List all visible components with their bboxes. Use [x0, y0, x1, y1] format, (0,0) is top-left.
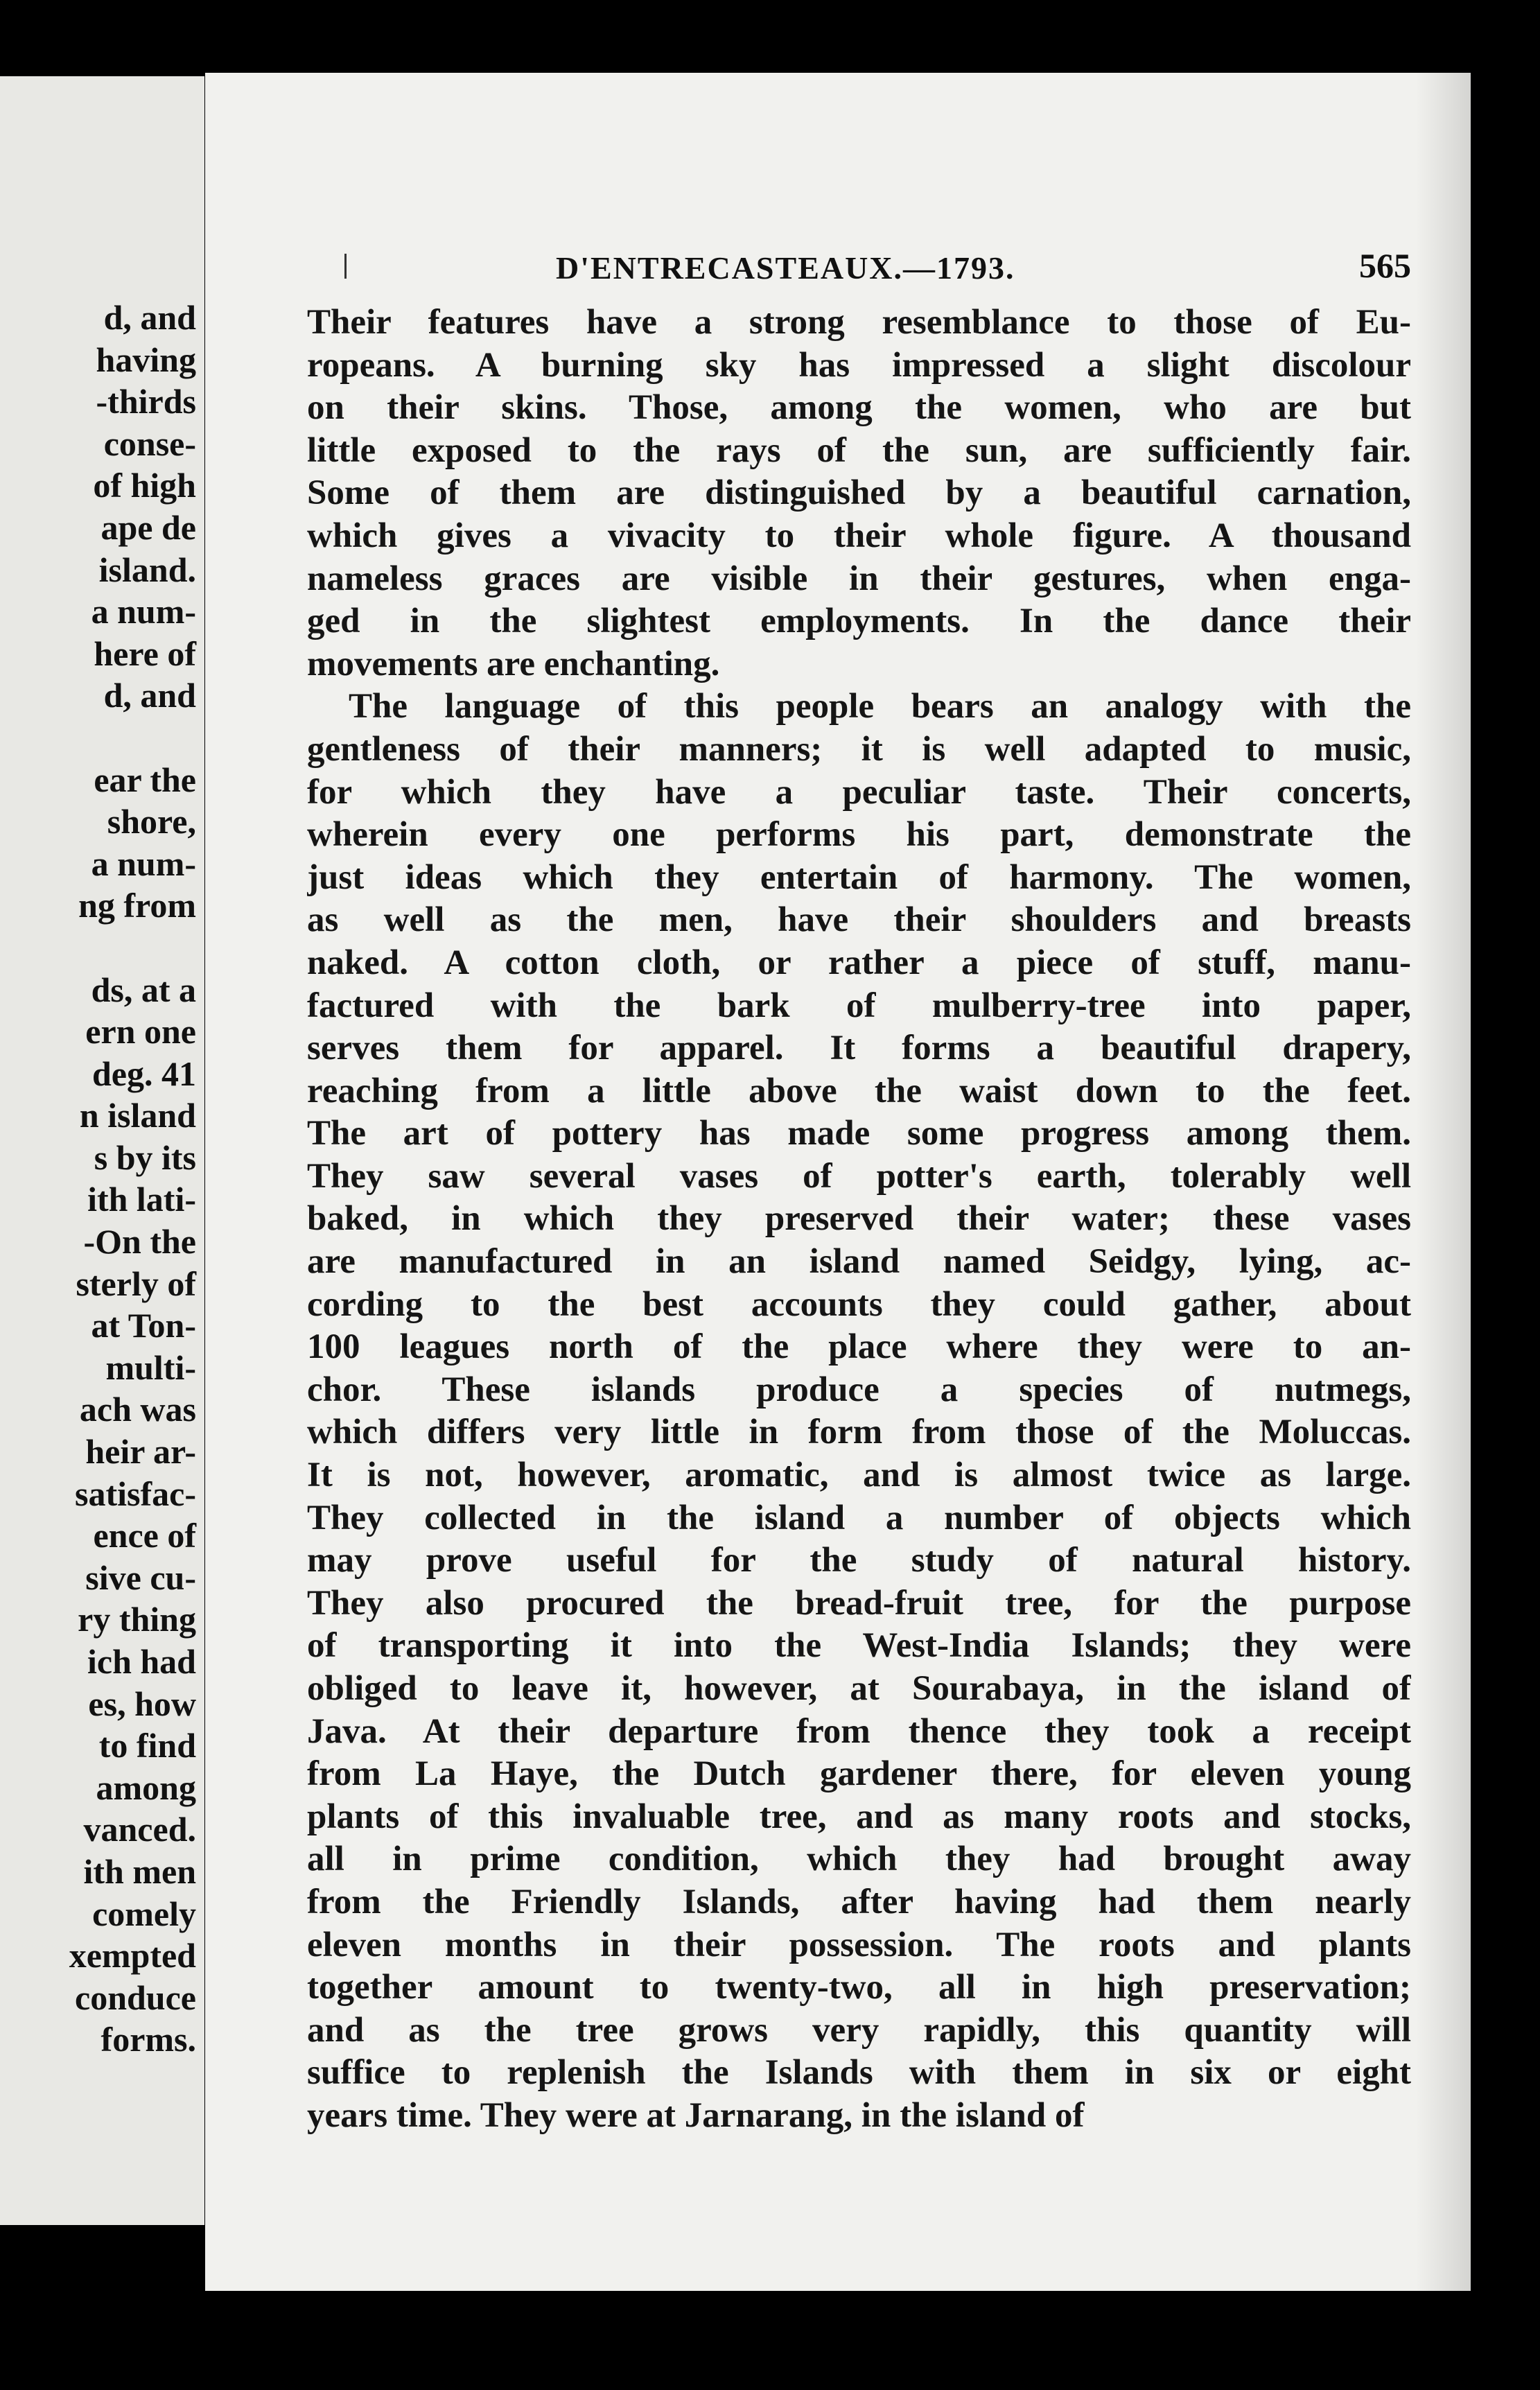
- left-page-text-fragments: [0, 297, 196, 2061]
- left-page-fragment-line: ry thing: [78, 1600, 196, 1639]
- text-line: It is not, however, aromatic, and is almost twice as large.: [307, 1456, 1411, 1495]
- left-page-fragment-line: forms.: [100, 2020, 196, 2059]
- left-page-fragment-line: at Ton-: [91, 1306, 196, 1345]
- left-page-fragment-line: comely: [92, 1894, 196, 1933]
- text-line: together amount to twenty-two, all in high preservation;: [307, 1968, 1411, 2007]
- left-page-fragment-line: sive cu-: [85, 1558, 196, 1597]
- text-line: years time. They were at Jarnarang, in the island of: [307, 2095, 1085, 2135]
- left-page-fragment-line: multi-: [105, 1347, 196, 1387]
- text-line: all in prime condition, which they had brought away: [307, 1840, 1411, 1879]
- text-line: ropeans. A burning sky has impressed a slight discolour: [307, 345, 1411, 385]
- left-page-fragment-line: here of: [94, 634, 196, 673]
- text-line: are manufactured in an island named Seidgy, lying, ac-: [307, 1242, 1411, 1282]
- left-page-fragment-line: of high: [93, 466, 196, 505]
- left-page-fragment-line: ds, at a: [91, 970, 196, 1009]
- text-line: from the Friendly Islands, after having had them nearly: [307, 1882, 1411, 1921]
- text-line: ged in the slightest employments. In the dance their: [307, 602, 1411, 641]
- left-page-fragment-line: to find: [98, 1726, 196, 1765]
- left-page-fragment-line: ear the: [94, 760, 196, 799]
- left-page-fragment-line: ich had: [87, 1642, 196, 1681]
- margin-tick-mark: [344, 254, 347, 279]
- left-page-fragment-line: -thirds: [96, 382, 196, 421]
- text-line: and as the tree grows very rapidly, this quantity will: [307, 2010, 1411, 2050]
- left-page-fragment-line: heir ar-: [85, 1432, 196, 1472]
- text-line: for which they have a peculiar taste. Their concerts,: [307, 772, 1411, 812]
- text-line: chor. These islands produce a species of nutmegs,: [307, 1370, 1411, 1409]
- left-page-fragment-line: d, and: [103, 298, 196, 337]
- page: [205, 73, 1471, 2291]
- text-line: just ideas which they entertain of harmony. The women,: [307, 857, 1411, 897]
- text-line: wherein every one performs his part, demonstrate the: [307, 815, 1411, 855]
- left-page-fragment-line: a num-: [91, 844, 196, 883]
- left-page-fragment-line: deg. 41: [92, 1054, 196, 1093]
- text-line: The art of pottery has made some progress among them.: [307, 1114, 1411, 1153]
- left-page-fragment-line: ape de: [100, 507, 196, 547]
- running-head: [307, 246, 1411, 305]
- text-line: may prove useful for the study of natural history.: [307, 1541, 1411, 1580]
- left-page-fragment-line: s by its: [94, 1137, 196, 1177]
- text-line: plants of this invaluable tree, and as many roots and stocks,: [307, 1797, 1411, 1836]
- left-page-fragment-line: ith lati-: [87, 1180, 196, 1219]
- page-edge-shadow: [1415, 73, 1471, 2291]
- text-line: nameless graces are visible in their gestures, when enga-: [307, 559, 1411, 598]
- text-line: suffice to replenish the Islands with them in six or eight: [307, 2053, 1411, 2093]
- body-text: [307, 302, 1411, 2138]
- left-page-fragment-line: satisfac-: [75, 1474, 196, 1513]
- left-page-fragment-line: vanced.: [83, 1810, 196, 1849]
- left-page-fragment-line: [0, 717, 196, 759]
- left-page-fragment-line: shore,: [107, 802, 196, 841]
- page-number: 565: [1359, 246, 1411, 285]
- text-line: naked. A cotton cloth, or rather a piece of stuff, manu-: [307, 943, 1411, 982]
- text-line: factured with the bark of mulberry-tree into paper,: [307, 986, 1411, 1025]
- running-head-title: D'ENTRECASTEAUX.—1793.: [556, 250, 1015, 286]
- text-line: as well as the men, have their shoulders and breasts: [307, 900, 1411, 940]
- left-page-edge: [0, 76, 204, 2225]
- text-line: baked, in which they preserved their water; these vases: [307, 1199, 1411, 1239]
- text-line: of transporting it into the West-India Islands; they were: [307, 1626, 1411, 1666]
- text-line: They collected in the island a number of objects which: [307, 1498, 1411, 1537]
- text-line: from La Haye, the Dutch gardener there, for eleven young: [307, 1754, 1411, 1794]
- left-page-fragment-line: ng from: [78, 886, 196, 925]
- text-line: eleven months in their possession. The roots and plants: [307, 1925, 1411, 1964]
- text-line: 100 leagues north of the place where they were to an-: [307, 1327, 1411, 1367]
- left-page-fragment-line: conduce: [75, 1978, 196, 2017]
- left-page-fragment-line: n island: [79, 1096, 196, 1135]
- text-line: They saw several vases of potter's earth, tolerably well: [307, 1156, 1411, 1196]
- text-line: Their features have a strong resemblance to those of Eu-: [307, 303, 1411, 342]
- text-line: Java. At their departure from thence they took a receipt: [307, 1711, 1411, 1751]
- text-line: obliged to leave it, however, at Sourabaya, in the island of: [307, 1669, 1411, 1708]
- text-line: They also procured the bread-fruit tree, for the purpose: [307, 1583, 1411, 1623]
- left-page-fragment-line: ern one: [85, 1012, 196, 1052]
- text-line: Some of them are distinguished by a beautiful carnation,: [307, 473, 1411, 513]
- text-line: which gives a vivacity to their whole figure. A thousand: [307, 516, 1411, 555]
- text-line: cording to the best accounts they could gather, about: [307, 1284, 1411, 1324]
- left-page-fragment-line: among: [96, 1768, 196, 1807]
- text-line: little exposed to the rays of the sun, are sufficiently fair.: [307, 430, 1411, 470]
- left-page-fragment-line: ith men: [83, 1851, 196, 1891]
- text-line: gentleness of their manners; it is well adapted to music,: [307, 729, 1411, 769]
- left-page-fragment-line: ach was: [79, 1390, 196, 1429]
- left-page-fragment-line: ence of: [93, 1516, 196, 1555]
- text-line: reaching from a little above the waist down to the feet.: [307, 1071, 1411, 1110]
- left-page-fragment-line: conse-: [103, 424, 196, 463]
- left-page-fragment-line: sterly of: [76, 1264, 196, 1303]
- left-page-fragment-line: island.: [98, 550, 196, 589]
- text-line: movements are enchanting.: [307, 644, 720, 683]
- left-page-fragment-line: [0, 927, 196, 969]
- text-line: The language of this people bears an analogy with the: [349, 687, 1411, 726]
- left-page-fragment-line: a num-: [91, 592, 196, 631]
- left-page-fragment-line: xempted: [69, 1936, 196, 1975]
- text-line: on their skins. Those, among the women, who are but: [307, 388, 1411, 428]
- left-page-fragment-line: -On the: [83, 1222, 196, 1262]
- left-page-fragment-line: es, how: [88, 1684, 196, 1723]
- left-page-fragment-line: having: [96, 340, 196, 379]
- left-page-fragment-line: d, and: [103, 676, 196, 715]
- text-line: which differs very little in form from those of the Moluccas.: [307, 1413, 1411, 1452]
- text-line: serves them for apparel. It forms a beautiful drapery,: [307, 1029, 1411, 1068]
